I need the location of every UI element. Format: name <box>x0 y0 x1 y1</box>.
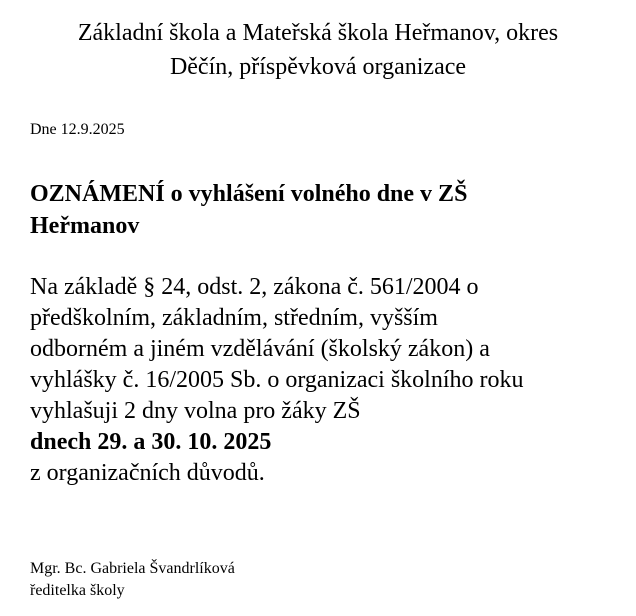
school-name-line-2: Děčín, příspěvková organizace <box>169 54 467 80</box>
signatory-name: Mgr. Bc. Gabriela Švandrlíková <box>30 560 235 577</box>
body-line-4: vyhlášky č. 16/2005 Sb. o organizaci školního roku <box>30 367 524 393</box>
announcement-title <box>30 178 590 242</box>
body-line-2: předškolním, základním, středním, vyšším <box>30 305 438 331</box>
announcement-body <box>30 272 620 489</box>
document-date: Dne 12.9.2025 <box>30 121 125 138</box>
school-name-line-1: Základní škola a Mateřská škola Heřmanov, okres <box>77 20 559 46</box>
body-line-3: odborném a jiném vzdělávání (školský zákon) a <box>30 336 490 362</box>
signature-block <box>30 558 235 602</box>
school-header <box>0 16 636 84</box>
body-line-5: vyhlašuji 2 dny volna pro žáky ZŠ <box>30 398 361 424</box>
announcement-title-line-1: OZNÁMENÍ o vyhlášení volného dne v ZŠ <box>30 181 468 207</box>
body-line-7: z organizačních důvodů. <box>30 460 265 486</box>
holiday-dates: dnech 29. a 30. 10. 2025 <box>30 429 272 455</box>
announcement-title-line-2: Heřmanov <box>30 213 140 239</box>
body-line-1: Na základě § 24, odst. 2, zákona č. 561/2004 o <box>30 274 479 300</box>
signatory-role: ředitelka školy <box>30 582 125 599</box>
